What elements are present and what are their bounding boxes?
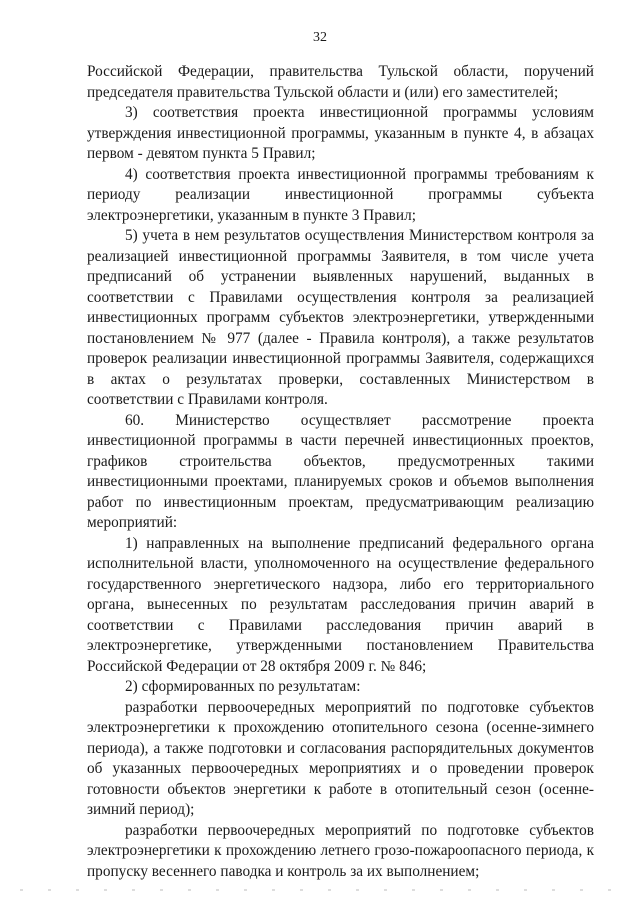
scan-artifact-line (20, 889, 620, 891)
page-number: 32 (313, 30, 327, 45)
paragraph: разработки первоочередных мероприятий по подготовке субъектов электроэнергетики к прохождению отопительного сезона (осенне-зимнего периода), а также подготовки и согласования распорядительных документов об указанных первоочередных мероприятиях и о проведении проверок готовности объектов энергетики к работе в отопительный сезон (осенне-зимний период); (87, 698, 594, 818)
paragraph: 4) соответствия проекта инвестиционной программы требованиям к периоду реализации инвестиционной программы субъекта электроэнергетики, указанным в пункте 3 Правил; (87, 165, 594, 224)
paragraph: разработки первоочередных мероприятий по подготовке субъектов электроэнергетики к прохождению летнего грозо-пожароопасного периода, к пропуску весеннего паводка и контроль за их выполнением; (87, 821, 594, 880)
paragraph: 5) учета в нем результатов осуществления Министерством контроля за реализацией инвестиционной программы Заявителя, в том числе учета предписаний об устранении выявленных нарушений, выданных в соответствии с Правилами осуществления контроля за реализацией инвестиционных программ субъектов электроэнергетики, утвержденными постановлением № 977 (далее - Правила контроля), а также результатов проверок реализации инвестиционной программы Заявителя, содержащихся в актах о результатах проверки, составленных Министерством в соответствии с Правилами контроля. (87, 227, 594, 408)
paragraph: 2) сформированных по результатам: (125, 678, 361, 695)
paragraph: 1) направленных на выполнение предписаний федерального органа исполнительной власти, уполномоченного на осуществление федерального государственного энергетического надзора, либо его территориального органа, вынесенных по результатам расследования причин аварий в соответствии с Правилами расследования причин аварий в электроэнергетике, утвержденными постановлением Правительства Российской Федерации от 28 октября 2009 г. № 846; (87, 534, 594, 675)
paragraph: Российской Федерации, правительства Тульской области, поручений председателя правительства Тульской области и (или) его заместителей; (87, 63, 594, 101)
paragraph: 3) соответствия проекта инвестиционной программы условиям утверждения инвестиционной программы, указанным в пункте 4, в абзацах первом - девятом пункта 5 Правил; (87, 104, 594, 162)
paragraph: 60. Министерство осуществляет рассмотрение проекта инвестиционной программы в части перечней инвестиционных проектов, графиков строительства объектов, предусмотренных такими инвестиционными проектами, планируемых сроков и объемов выполнения работ по инвестиционным проектам, предусматривающим реализацию мероприятий: (87, 411, 594, 531)
document-body (87, 62, 594, 882)
